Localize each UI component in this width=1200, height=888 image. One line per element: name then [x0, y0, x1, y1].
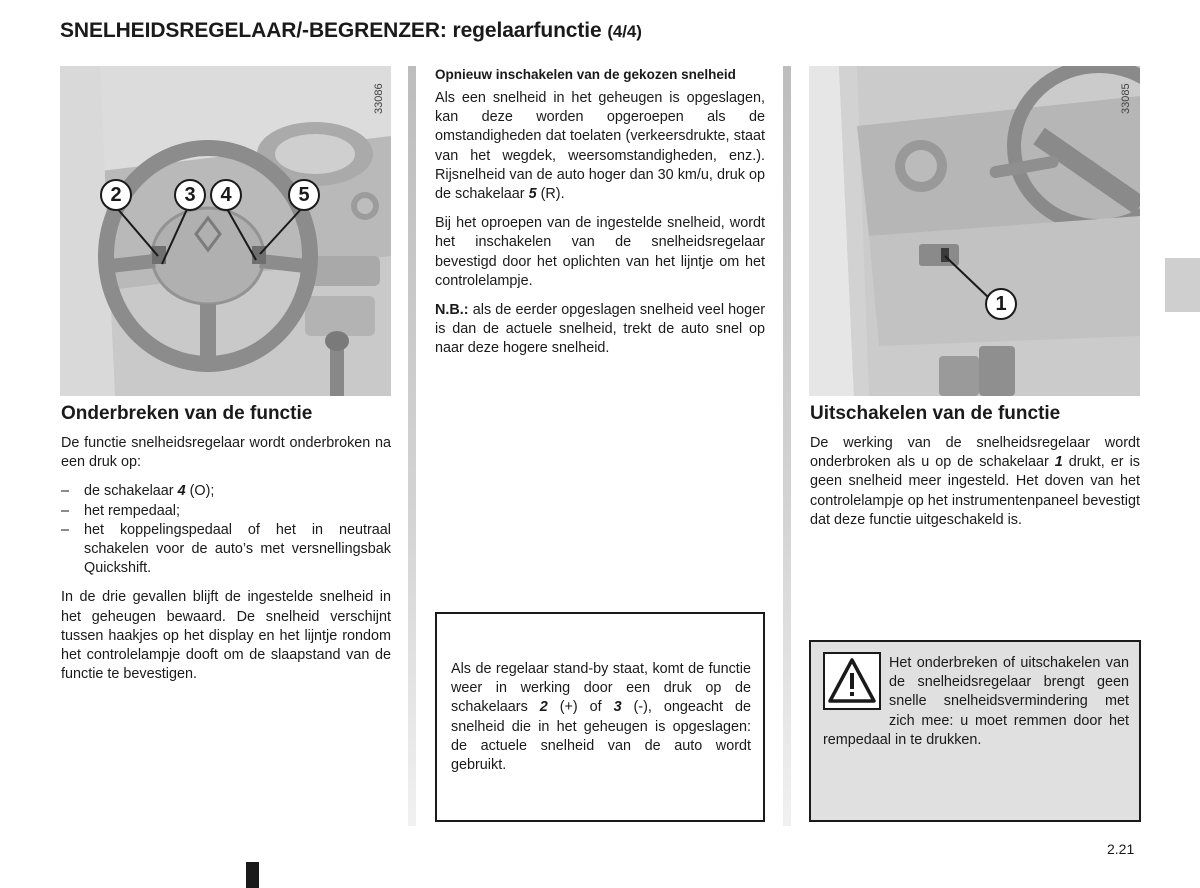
intro-paragraph: De functie snelheidsregelaar wordt onderbroken na een druk op: — [61, 435, 391, 471]
recall-paragraph: Bij het oproepen van de ingestelde snelheid, wordt het inschakelen van de snelheidsregelaar bevestigd door het oplichten van het lijntje om het controlelampje. — [435, 215, 765, 289]
steering-wheel-illustration — [60, 66, 391, 396]
warning-box — [809, 640, 1141, 822]
section-heading-onderbreken: Onderbreken van de functie — [61, 403, 313, 424]
interrupt-list — [61, 482, 391, 578]
right-column-text — [810, 434, 1140, 540]
figure-number: 33085 — [1120, 83, 1132, 114]
page-title-suffix: (4/4) — [607, 22, 642, 41]
page-title — [60, 19, 642, 43]
left-column-text — [61, 434, 391, 694]
column-gutter-left — [408, 66, 416, 826]
callout-5: 5 — [288, 179, 320, 211]
figure-number: 33086 — [373, 83, 385, 114]
callout-1: 1 — [985, 288, 1017, 320]
list-item: – de schakelaar 4 (O); — [61, 482, 391, 501]
callout-3: 3 — [174, 179, 206, 211]
switch-location-figure — [809, 66, 1140, 396]
deactivate-paragraph: De werking van de snelheidsregelaar wordt onderbroken als u op de schakelaar 1 drukt, er is geen snelheid meer ingesteld. Het doven van het controlelampje op het instrumentenpaneel bevestigt dat deze functie uitgeschakeld is. — [810, 435, 1140, 528]
switch-location-illustration — [809, 66, 1140, 396]
standby-note-text: Als de regelaar stand-by staat, komt de functie weer in werking door een druk op de schakelaars 2 (+) of 3 (-), ongeacht de snelheid die in het geheugen is opgeslagen: de actuele snelheid van de auto wordt gebruikt. — [451, 661, 751, 774]
list-item: – het rempedaal; — [61, 502, 391, 521]
warning-text: Het onderbreken of uitschakelen van de snelheidsregelaar brengt geen snelle snelheidsvermindering met zich mee: u moet remmen door het rempedaal in te drukken. — [823, 655, 1129, 748]
reactivate-paragraph: Als een snelheid in het geheugen is opgeslagen, kan deze worden opgeroepen als de omstandigheden dat toelaten (verkeersdrukte, staat van het wegdek, weersomstandigheden, enz.). Rijsnelheid van de auto hoger dan 30 km/u, druk op de schakelaar 5 (R). — [435, 90, 765, 203]
steering-wheel-figure — [60, 66, 391, 396]
column-gutter-right — [783, 66, 791, 826]
closing-paragraph: In de drie gevallen blijft de ingestelde snelheid in het geheugen bewaard. De snelheid verschijnt tussen haakjes op het display en het lijntje rondom het controlelampje dooft om de slaapstand van de functie te bevestigen. — [61, 589, 391, 683]
binding-mark — [246, 862, 259, 888]
reactivate-subheading: Opnieuw inschakelen van de gekozen snelheid — [435, 67, 736, 82]
chapter-thumb-tab — [1165, 258, 1200, 312]
nb-paragraph: N.B.: als de eerder opgeslagen snelheid veel hoger is dan de actuele snelheid, trekt de auto snel op naar deze hogere snelheid. — [435, 302, 765, 357]
page-number: 2.21 — [1107, 841, 1135, 857]
page-title-text: SNELHEIDSREGELAAR/-BEGRENZER: regelaarfunctie — [60, 19, 602, 42]
section-heading-uitschakelen: Uitschakelen van de functie — [810, 403, 1061, 424]
callout-2: 2 — [100, 179, 132, 211]
middle-column-text — [435, 66, 765, 369]
list-item: – het koppelingspedaal of het in neutraal schakelen voor de auto’s met versnellingsbak Quickshift. — [61, 521, 391, 579]
callout-4: 4 — [210, 179, 242, 211]
standby-note-box — [435, 612, 765, 822]
